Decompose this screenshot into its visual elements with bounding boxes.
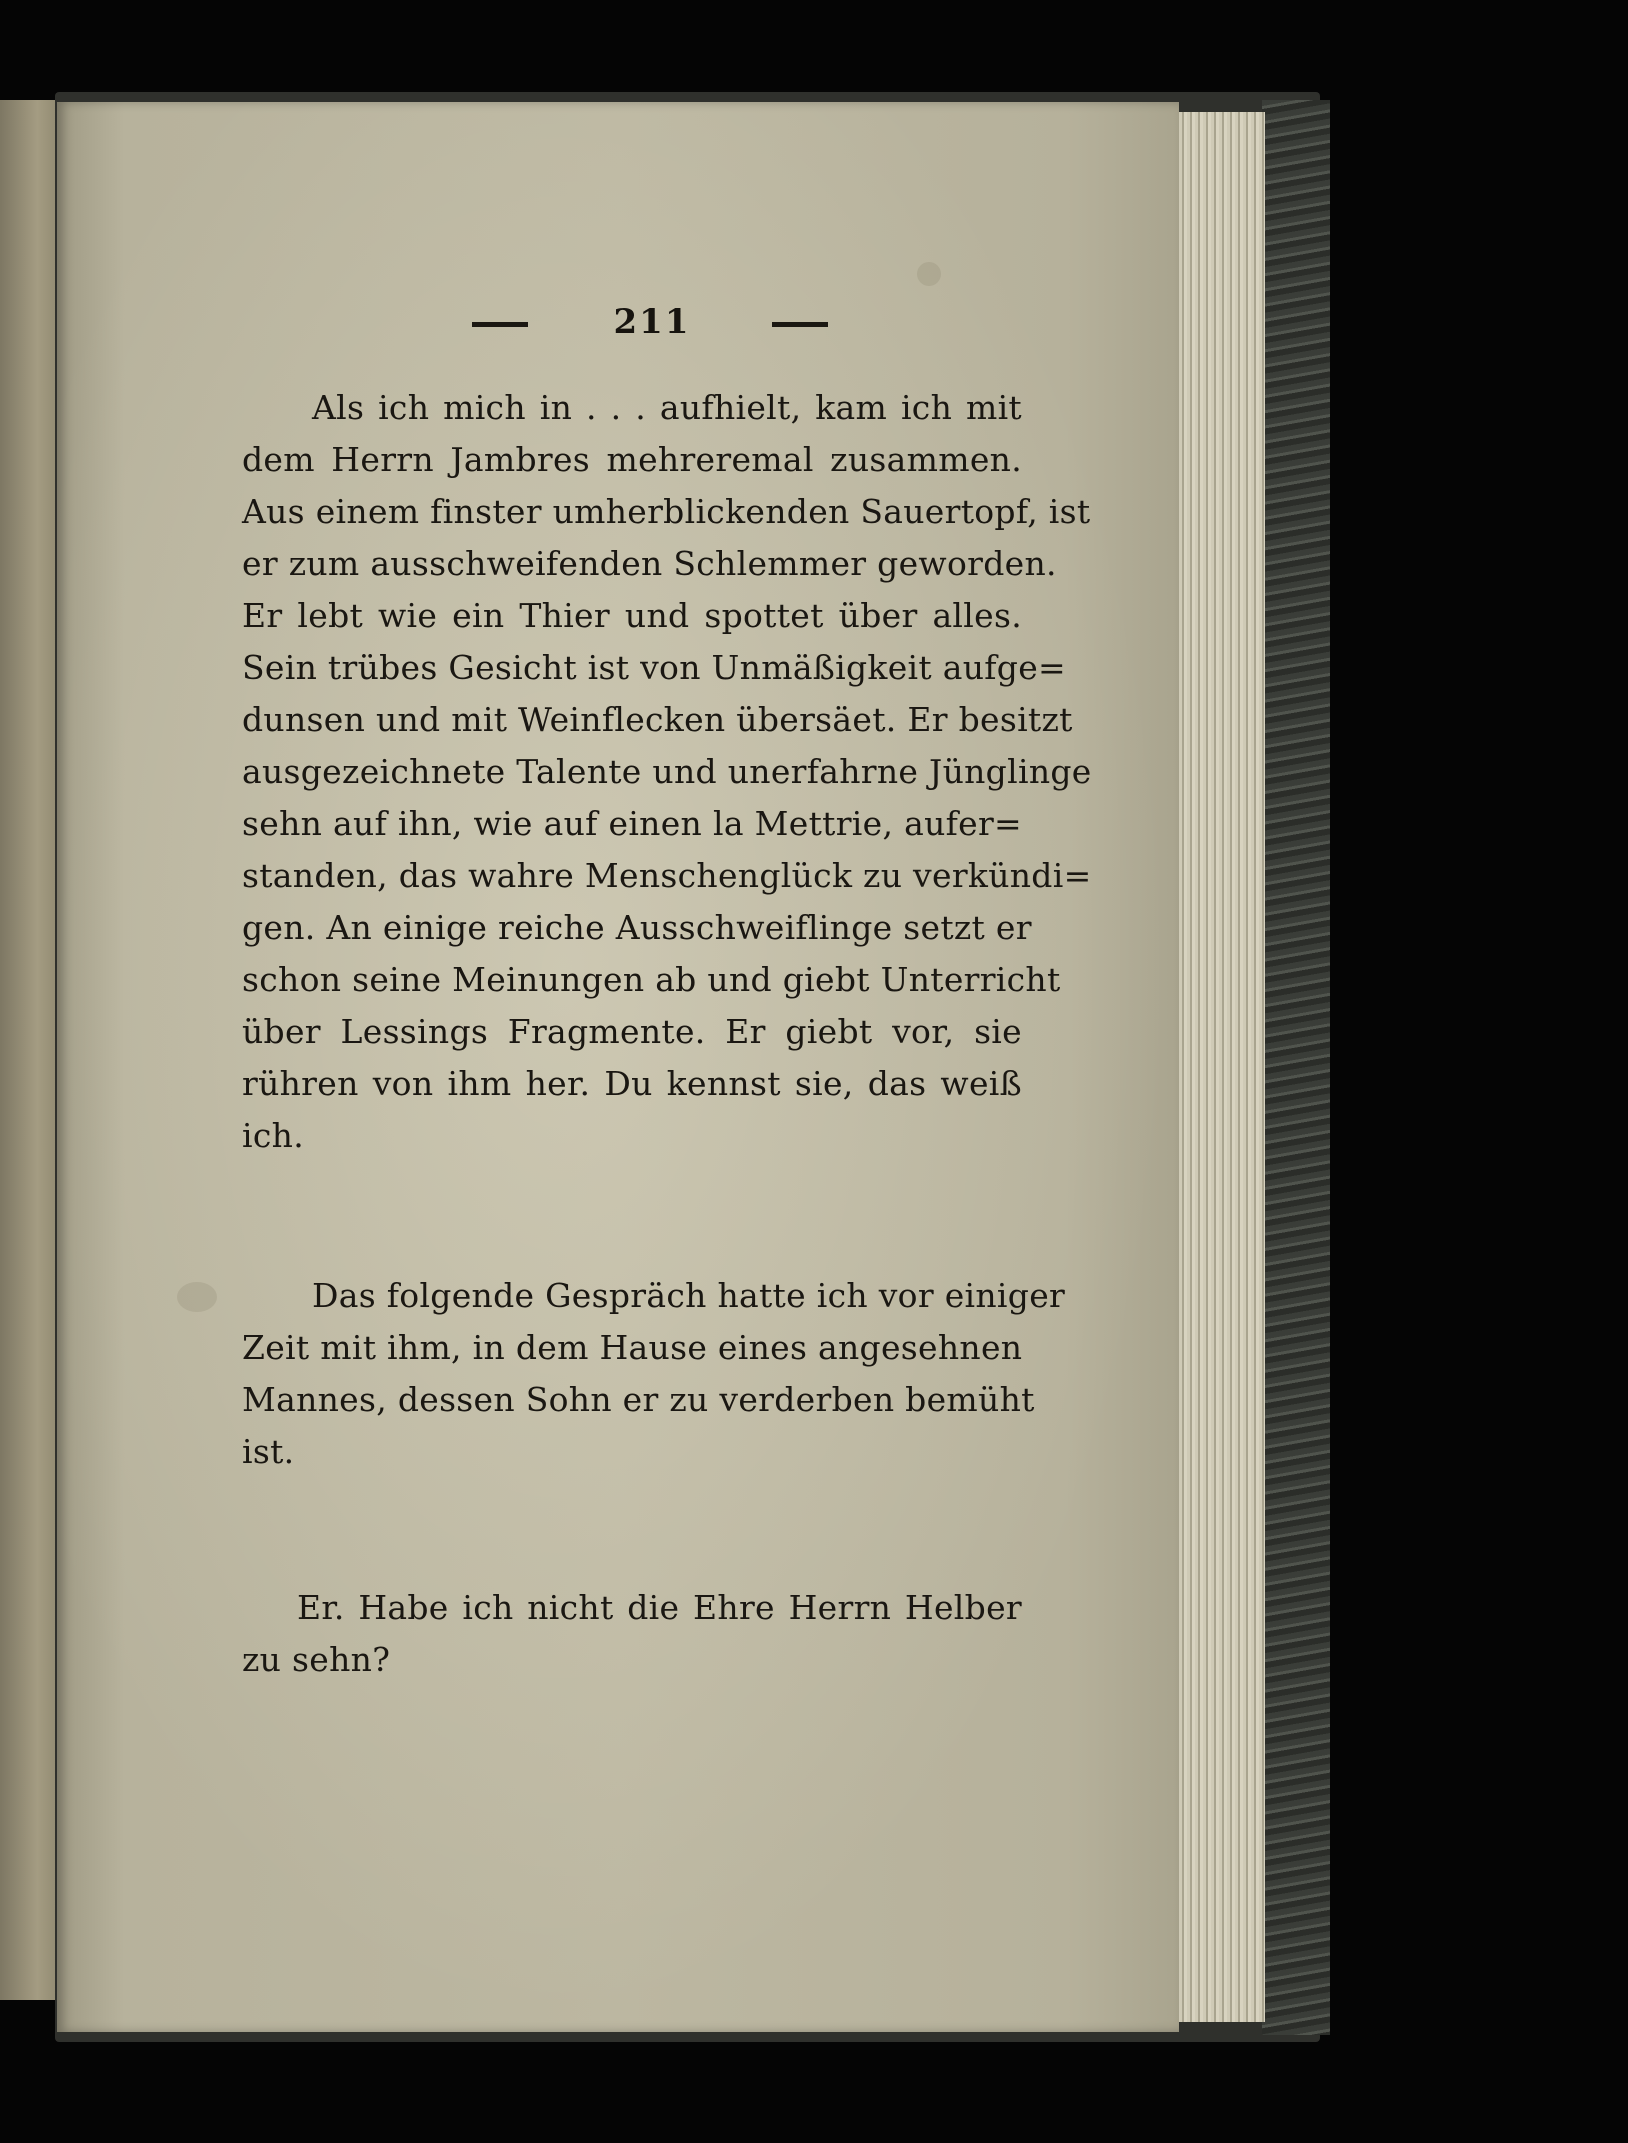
text-line: ich. xyxy=(242,1116,304,1155)
text-line: über Lessings Fragmente. Er giebt vor, sie xyxy=(242,1012,1022,1051)
text-line: dunsen und mit Weinflecken übersäet. Er besitzt xyxy=(242,700,1073,739)
paper-stain xyxy=(917,262,941,286)
text-line: Mannes, dessen Sohn er zu verderben bemüht xyxy=(242,1380,1035,1419)
page-stack-edge xyxy=(1179,112,1265,2022)
text-line: schon seine Meinungen ab und giebt Unterricht xyxy=(242,960,1061,999)
text-line: Zeit mit ihm, in dem Hause eines angesehnen xyxy=(242,1328,1023,1367)
text-line: gen. An einige reiche Ausschweiflinge setzt er xyxy=(242,908,1032,947)
paper-stain xyxy=(177,1282,217,1312)
text-line: ausgezeichnete Talente und unerfahrne Jünglinge xyxy=(242,752,1092,791)
text-line: rühren von ihm her. Du kennst sie, das weiß xyxy=(242,1064,1022,1103)
text-line: Sein trübes Gesicht ist von Unmäßigkeit aufge= xyxy=(242,648,1066,687)
text-line: Das folgende Gespräch hatte ich vor einiger xyxy=(312,1276,1066,1315)
text-line: er zum ausschweifenden Schlemmer geworden. xyxy=(242,544,1057,583)
previous-page-edge xyxy=(0,100,62,2000)
text-line: Als ich mich in . . . aufhielt, kam ich mit xyxy=(312,388,1022,427)
book-page xyxy=(57,102,1179,2032)
text-line: Er. Habe ich nicht die Ehre Herrn Helber xyxy=(297,1588,1022,1627)
text-line: zu sehn? xyxy=(242,1640,391,1679)
text-line: dem Herrn Jambres mehreremal zusammen. xyxy=(242,440,1022,479)
header-dash-left xyxy=(472,322,528,327)
text-line: Er lebt wie ein Thier und spottet über alles. xyxy=(242,596,1022,635)
marbled-cover-edge xyxy=(1262,100,1330,2035)
text-line: standen, das wahre Menschenglück zu verkündi= xyxy=(242,856,1092,895)
text-line: Aus einem finster umherblickenden Sauertopf, ist xyxy=(242,492,1091,531)
page-number: 211 xyxy=(613,302,691,342)
text-line: ist. xyxy=(242,1432,295,1471)
text-line: sehn auf ihn, wie auf einen la Mettrie, aufer= xyxy=(242,804,1022,843)
header-dash-right xyxy=(772,322,828,327)
